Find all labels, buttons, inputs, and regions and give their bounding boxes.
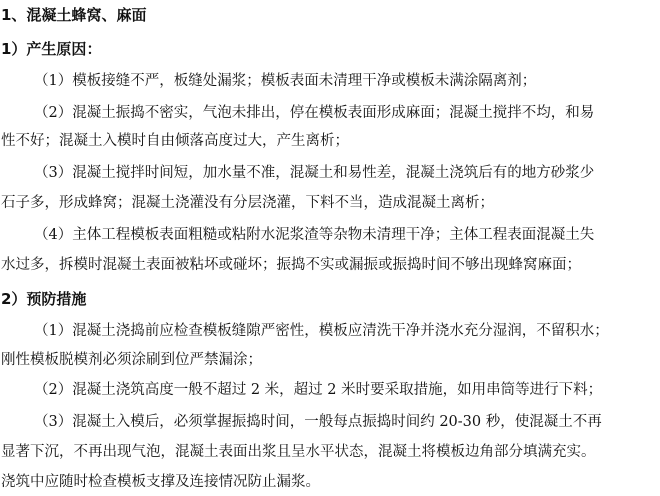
prevention-3-line-2: 显著下沉，不再出现气泡，混凝土表面出浆且呈水平状态，混凝土将模板边角部分填满充实。 bbox=[1, 444, 596, 460]
cause-2-line-1: （2）混凝土振捣不密实，气泡未排出，停在模板表面形成麻面；混凝土搅拌不均，和易 bbox=[34, 105, 595, 121]
prevention-heading: 2）预防措施 bbox=[1, 290, 87, 308]
prevention-1-line-1: （1）混凝土浇捣前应检查模板缝隙严密性，模板应清洗干净并浇水充分湿润，不留积水； bbox=[34, 323, 609, 339]
cause-1-line-1: （1）模板接缝不严，板缝处漏浆；模板表面未清理干净或模板未满涂隔离剂； bbox=[34, 73, 537, 89]
prevention-1-line-2: 刚性模板脱模剂必须涂刷到位严禁漏涂； bbox=[1, 352, 262, 368]
prevention-2-line-1: （2）混凝土浇筑高度一般不超过 2 米，超过 2 米时要采取措施，如用串筒等进行下料； bbox=[34, 382, 603, 398]
cause-3-line-2: 石子多，形成蜂窝；混凝土浇灌没有分层浇灌，下料不当，造成混凝土离析； bbox=[1, 195, 494, 211]
prevention-3-line-3: 浇筑中应随时检查模板支撑及连接情况防止漏浆。 bbox=[1, 474, 320, 490]
cause-4-line-2: 水过多，拆模时混凝土表面被粘坏或碰坏；振捣不实或漏振或振捣时间不够出现蜂窝麻面； bbox=[1, 257, 581, 273]
prevention-3-line-1: （3）混凝土入模后，必须掌握振捣时间，一般每点振捣时间约 20-30 秒，使混凝土不再 bbox=[34, 414, 602, 430]
cause-2-line-2: 性不好；混凝土入模时自由倾落高度过大，产生离析； bbox=[1, 133, 349, 149]
cause-3-line-1: （3）混凝土搅拌时间短，加水量不准，混凝土和易性差，混凝土浇筑后有的地方砂浆少 bbox=[34, 165, 595, 181]
causes-heading: 1）产生原因： bbox=[1, 40, 102, 58]
cause-4-line-1: （4）主体工程模板表面粗糙或粘附水泥浆渣等杂物未清理干净；主体工程表面混凝土失 bbox=[34, 227, 595, 243]
section-title: 1、混凝土蜂窝、麻面 bbox=[1, 6, 147, 24]
